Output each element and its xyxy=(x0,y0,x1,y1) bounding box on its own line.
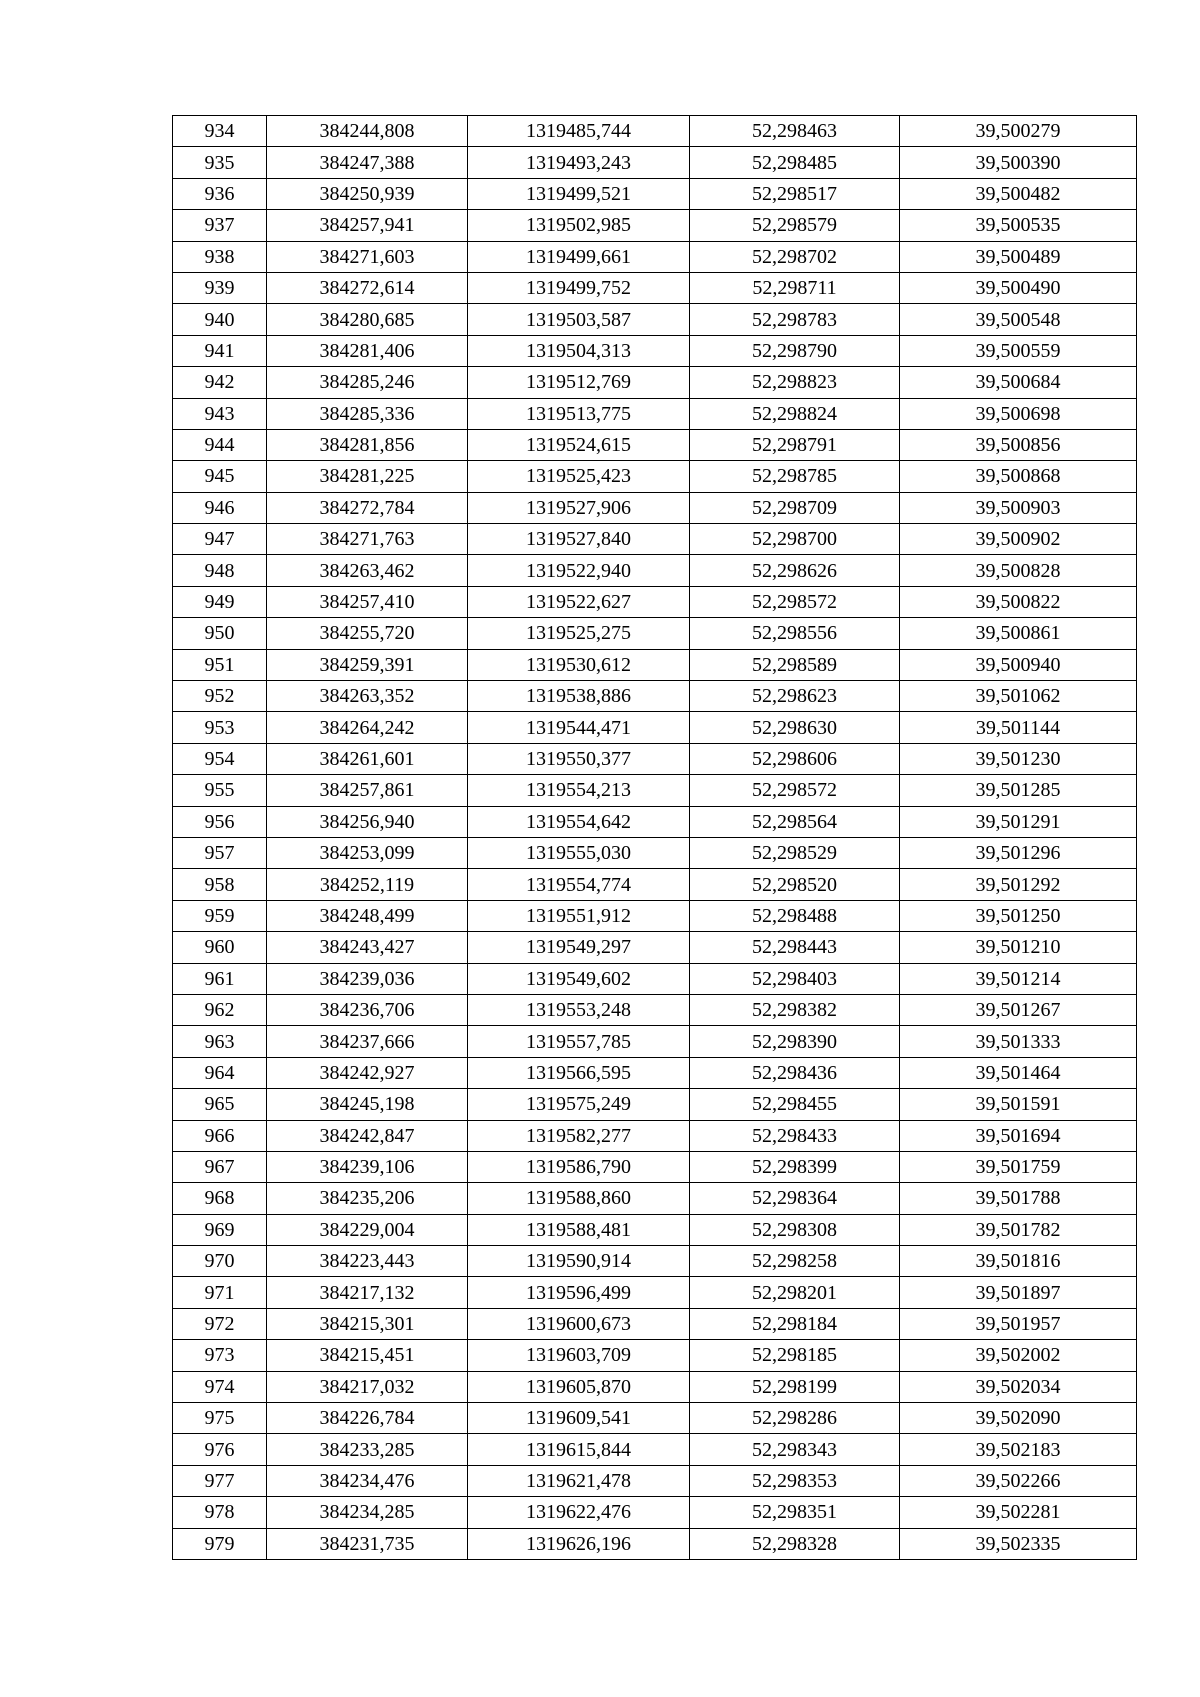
longitude-cell: 39,500559 xyxy=(900,335,1137,366)
point-number-cell: 955 xyxy=(173,775,267,806)
point-number-cell: 964 xyxy=(173,1057,267,1088)
longitude-cell: 39,501333 xyxy=(900,1026,1137,1057)
latitude-cell: 52,298184 xyxy=(690,1308,900,1339)
x-coordinate-cell: 384271,603 xyxy=(267,241,468,272)
longitude-cell: 39,501292 xyxy=(900,869,1137,900)
x-coordinate-cell: 384280,685 xyxy=(267,304,468,335)
table-row xyxy=(173,1183,1137,1214)
point-number-cell: 976 xyxy=(173,1434,267,1465)
longitude-cell: 39,500490 xyxy=(900,272,1137,303)
y-coordinate-cell: 1319493,243 xyxy=(468,147,690,178)
latitude-cell: 52,298463 xyxy=(690,116,900,147)
y-coordinate-cell: 1319513,775 xyxy=(468,398,690,429)
latitude-cell: 52,298328 xyxy=(690,1528,900,1559)
x-coordinate-cell: 384234,285 xyxy=(267,1497,468,1528)
x-coordinate-cell: 384259,391 xyxy=(267,649,468,680)
longitude-cell: 39,500856 xyxy=(900,429,1137,460)
y-coordinate-cell: 1319525,423 xyxy=(468,461,690,492)
point-number-cell: 968 xyxy=(173,1183,267,1214)
latitude-cell: 52,298529 xyxy=(690,837,900,868)
y-coordinate-cell: 1319525,275 xyxy=(468,618,690,649)
coordinates-table xyxy=(172,115,1137,1560)
latitude-cell: 52,298589 xyxy=(690,649,900,680)
x-coordinate-cell: 384271,763 xyxy=(267,524,468,555)
latitude-cell: 52,298709 xyxy=(690,492,900,523)
x-coordinate-cell: 384242,847 xyxy=(267,1120,468,1151)
y-coordinate-cell: 1319522,627 xyxy=(468,586,690,617)
x-coordinate-cell: 384256,940 xyxy=(267,806,468,837)
y-coordinate-cell: 1319626,196 xyxy=(468,1528,690,1559)
point-number-cell: 957 xyxy=(173,837,267,868)
point-number-cell: 978 xyxy=(173,1497,267,1528)
longitude-cell: 39,501897 xyxy=(900,1277,1137,1308)
y-coordinate-cell: 1319605,870 xyxy=(468,1371,690,1402)
longitude-cell: 39,502090 xyxy=(900,1403,1137,1434)
y-coordinate-cell: 1319485,744 xyxy=(468,116,690,147)
latitude-cell: 52,298399 xyxy=(690,1151,900,1182)
y-coordinate-cell: 1319600,673 xyxy=(468,1308,690,1339)
y-coordinate-cell: 1319499,661 xyxy=(468,241,690,272)
latitude-cell: 52,298436 xyxy=(690,1057,900,1088)
y-coordinate-cell: 1319550,377 xyxy=(468,743,690,774)
latitude-cell: 52,298433 xyxy=(690,1120,900,1151)
longitude-cell: 39,500698 xyxy=(900,398,1137,429)
table-row xyxy=(173,681,1137,712)
x-coordinate-cell: 384285,336 xyxy=(267,398,468,429)
latitude-cell: 52,298485 xyxy=(690,147,900,178)
point-number-cell: 940 xyxy=(173,304,267,335)
latitude-cell: 52,298403 xyxy=(690,963,900,994)
point-number-cell: 963 xyxy=(173,1026,267,1057)
x-coordinate-cell: 384234,476 xyxy=(267,1465,468,1496)
y-coordinate-cell: 1319588,481 xyxy=(468,1214,690,1245)
point-number-cell: 966 xyxy=(173,1120,267,1151)
latitude-cell: 52,298556 xyxy=(690,618,900,649)
table-row xyxy=(173,1371,1137,1402)
table-row xyxy=(173,900,1137,931)
x-coordinate-cell: 384239,106 xyxy=(267,1151,468,1182)
longitude-cell: 39,500902 xyxy=(900,524,1137,555)
point-number-cell: 970 xyxy=(173,1246,267,1277)
y-coordinate-cell: 1319557,785 xyxy=(468,1026,690,1057)
y-coordinate-cell: 1319551,912 xyxy=(468,900,690,931)
point-number-cell: 969 xyxy=(173,1214,267,1245)
x-coordinate-cell: 384281,225 xyxy=(267,461,468,492)
longitude-cell: 39,501591 xyxy=(900,1089,1137,1120)
point-number-cell: 953 xyxy=(173,712,267,743)
longitude-cell: 39,500489 xyxy=(900,241,1137,272)
point-number-cell: 962 xyxy=(173,994,267,1025)
table-row xyxy=(173,1151,1137,1182)
x-coordinate-cell: 384239,036 xyxy=(267,963,468,994)
table-row xyxy=(173,1340,1137,1371)
x-coordinate-cell: 384243,427 xyxy=(267,932,468,963)
latitude-cell: 52,298630 xyxy=(690,712,900,743)
latitude-cell: 52,298201 xyxy=(690,1277,900,1308)
longitude-cell: 39,500548 xyxy=(900,304,1137,335)
table-row xyxy=(173,743,1137,774)
point-number-cell: 938 xyxy=(173,241,267,272)
latitude-cell: 52,298351 xyxy=(690,1497,900,1528)
point-number-cell: 939 xyxy=(173,272,267,303)
table-row xyxy=(173,524,1137,555)
table-row xyxy=(173,1026,1137,1057)
latitude-cell: 52,298517 xyxy=(690,178,900,209)
x-coordinate-cell: 384233,285 xyxy=(267,1434,468,1465)
point-number-cell: 937 xyxy=(173,210,267,241)
y-coordinate-cell: 1319554,642 xyxy=(468,806,690,837)
x-coordinate-cell: 384217,132 xyxy=(267,1277,468,1308)
table-row xyxy=(173,1434,1137,1465)
y-coordinate-cell: 1319499,521 xyxy=(468,178,690,209)
table-row xyxy=(173,994,1137,1025)
y-coordinate-cell: 1319538,886 xyxy=(468,681,690,712)
latitude-cell: 52,298455 xyxy=(690,1089,900,1120)
point-number-cell: 947 xyxy=(173,524,267,555)
longitude-cell: 39,501464 xyxy=(900,1057,1137,1088)
y-coordinate-cell: 1319609,541 xyxy=(468,1403,690,1434)
longitude-cell: 39,502281 xyxy=(900,1497,1137,1528)
x-coordinate-cell: 384235,206 xyxy=(267,1183,468,1214)
longitude-cell: 39,500828 xyxy=(900,555,1137,586)
longitude-cell: 39,501267 xyxy=(900,994,1137,1025)
longitude-cell: 39,500390 xyxy=(900,147,1137,178)
y-coordinate-cell: 1319554,213 xyxy=(468,775,690,806)
y-coordinate-cell: 1319553,248 xyxy=(468,994,690,1025)
table-row xyxy=(173,963,1137,994)
longitude-cell: 39,501782 xyxy=(900,1214,1137,1245)
longitude-cell: 39,501144 xyxy=(900,712,1137,743)
y-coordinate-cell: 1319527,840 xyxy=(468,524,690,555)
table-row xyxy=(173,555,1137,586)
point-number-cell: 945 xyxy=(173,461,267,492)
longitude-cell: 39,502002 xyxy=(900,1340,1137,1371)
x-coordinate-cell: 384242,927 xyxy=(267,1057,468,1088)
table-row xyxy=(173,1246,1137,1277)
table-row xyxy=(173,367,1137,398)
y-coordinate-cell: 1319615,844 xyxy=(468,1434,690,1465)
point-number-cell: 950 xyxy=(173,618,267,649)
x-coordinate-cell: 384244,808 xyxy=(267,116,468,147)
y-coordinate-cell: 1319512,769 xyxy=(468,367,690,398)
point-number-cell: 943 xyxy=(173,398,267,429)
table-row xyxy=(173,869,1137,900)
longitude-cell: 39,501694 xyxy=(900,1120,1137,1151)
y-coordinate-cell: 1319502,985 xyxy=(468,210,690,241)
x-coordinate-cell: 384281,856 xyxy=(267,429,468,460)
table-row xyxy=(173,837,1137,868)
x-coordinate-cell: 384257,861 xyxy=(267,775,468,806)
latitude-cell: 52,298343 xyxy=(690,1434,900,1465)
x-coordinate-cell: 384223,443 xyxy=(267,1246,468,1277)
x-coordinate-cell: 384226,784 xyxy=(267,1403,468,1434)
coordinates-table-body xyxy=(173,116,1137,1560)
latitude-cell: 52,298711 xyxy=(690,272,900,303)
point-number-cell: 946 xyxy=(173,492,267,523)
x-coordinate-cell: 384229,004 xyxy=(267,1214,468,1245)
y-coordinate-cell: 1319544,471 xyxy=(468,712,690,743)
latitude-cell: 52,298572 xyxy=(690,586,900,617)
latitude-cell: 52,298364 xyxy=(690,1183,900,1214)
table-row xyxy=(173,429,1137,460)
x-coordinate-cell: 384261,601 xyxy=(267,743,468,774)
longitude-cell: 39,500940 xyxy=(900,649,1137,680)
y-coordinate-cell: 1319554,774 xyxy=(468,869,690,900)
table-row xyxy=(173,1214,1137,1245)
point-number-cell: 977 xyxy=(173,1465,267,1496)
y-coordinate-cell: 1319555,030 xyxy=(468,837,690,868)
latitude-cell: 52,298579 xyxy=(690,210,900,241)
point-number-cell: 944 xyxy=(173,429,267,460)
latitude-cell: 52,298824 xyxy=(690,398,900,429)
y-coordinate-cell: 1319596,499 xyxy=(468,1277,690,1308)
x-coordinate-cell: 384215,301 xyxy=(267,1308,468,1339)
y-coordinate-cell: 1319603,709 xyxy=(468,1340,690,1371)
longitude-cell: 39,501957 xyxy=(900,1308,1137,1339)
point-number-cell: 975 xyxy=(173,1403,267,1434)
longitude-cell: 39,500903 xyxy=(900,492,1137,523)
x-coordinate-cell: 384257,410 xyxy=(267,586,468,617)
table-row xyxy=(173,1465,1137,1496)
latitude-cell: 52,298606 xyxy=(690,743,900,774)
table-row xyxy=(173,1403,1137,1434)
latitude-cell: 52,298790 xyxy=(690,335,900,366)
y-coordinate-cell: 1319522,940 xyxy=(468,555,690,586)
y-coordinate-cell: 1319586,790 xyxy=(468,1151,690,1182)
y-coordinate-cell: 1319549,297 xyxy=(468,932,690,963)
x-coordinate-cell: 384248,499 xyxy=(267,900,468,931)
latitude-cell: 52,298700 xyxy=(690,524,900,555)
table-row xyxy=(173,806,1137,837)
y-coordinate-cell: 1319503,587 xyxy=(468,304,690,335)
longitude-cell: 39,501291 xyxy=(900,806,1137,837)
x-coordinate-cell: 384263,352 xyxy=(267,681,468,712)
point-number-cell: 956 xyxy=(173,806,267,837)
longitude-cell: 39,500482 xyxy=(900,178,1137,209)
longitude-cell: 39,502266 xyxy=(900,1465,1137,1496)
x-coordinate-cell: 384272,614 xyxy=(267,272,468,303)
point-number-cell: 952 xyxy=(173,681,267,712)
longitude-cell: 39,501816 xyxy=(900,1246,1137,1277)
latitude-cell: 52,298783 xyxy=(690,304,900,335)
point-number-cell: 954 xyxy=(173,743,267,774)
x-coordinate-cell: 384247,388 xyxy=(267,147,468,178)
latitude-cell: 52,298390 xyxy=(690,1026,900,1057)
longitude-cell: 39,501788 xyxy=(900,1183,1137,1214)
point-number-cell: 979 xyxy=(173,1528,267,1559)
table-row xyxy=(173,1120,1137,1151)
latitude-cell: 52,298626 xyxy=(690,555,900,586)
y-coordinate-cell: 1319504,313 xyxy=(468,335,690,366)
latitude-cell: 52,298785 xyxy=(690,461,900,492)
point-number-cell: 942 xyxy=(173,367,267,398)
point-number-cell: 960 xyxy=(173,932,267,963)
table-row xyxy=(173,1277,1137,1308)
x-coordinate-cell: 384257,941 xyxy=(267,210,468,241)
longitude-cell: 39,501214 xyxy=(900,963,1137,994)
point-number-cell: 951 xyxy=(173,649,267,680)
point-number-cell: 936 xyxy=(173,178,267,209)
point-number-cell: 967 xyxy=(173,1151,267,1182)
table-row xyxy=(173,1528,1137,1559)
y-coordinate-cell: 1319524,615 xyxy=(468,429,690,460)
longitude-cell: 39,501210 xyxy=(900,932,1137,963)
point-number-cell: 941 xyxy=(173,335,267,366)
longitude-cell: 39,501250 xyxy=(900,900,1137,931)
longitude-cell: 39,501285 xyxy=(900,775,1137,806)
x-coordinate-cell: 384245,198 xyxy=(267,1089,468,1120)
table-row xyxy=(173,1308,1137,1339)
longitude-cell: 39,500868 xyxy=(900,461,1137,492)
y-coordinate-cell: 1319588,860 xyxy=(468,1183,690,1214)
y-coordinate-cell: 1319499,752 xyxy=(468,272,690,303)
longitude-cell: 39,502335 xyxy=(900,1528,1137,1559)
longitude-cell: 39,502183 xyxy=(900,1434,1137,1465)
y-coordinate-cell: 1319621,478 xyxy=(468,1465,690,1496)
x-coordinate-cell: 384253,099 xyxy=(267,837,468,868)
latitude-cell: 52,298443 xyxy=(690,932,900,963)
point-number-cell: 934 xyxy=(173,116,267,147)
table-row xyxy=(173,492,1137,523)
latitude-cell: 52,298791 xyxy=(690,429,900,460)
table-row xyxy=(173,241,1137,272)
x-coordinate-cell: 384263,462 xyxy=(267,555,468,586)
table-row xyxy=(173,775,1137,806)
latitude-cell: 52,298308 xyxy=(690,1214,900,1245)
point-number-cell: 949 xyxy=(173,586,267,617)
latitude-cell: 52,298286 xyxy=(690,1403,900,1434)
table-row xyxy=(173,1057,1137,1088)
longitude-cell: 39,500535 xyxy=(900,210,1137,241)
latitude-cell: 52,298258 xyxy=(690,1246,900,1277)
point-number-cell: 965 xyxy=(173,1089,267,1120)
table-row xyxy=(173,586,1137,617)
x-coordinate-cell: 384285,246 xyxy=(267,367,468,398)
x-coordinate-cell: 384215,451 xyxy=(267,1340,468,1371)
table-row xyxy=(173,398,1137,429)
point-number-cell: 971 xyxy=(173,1277,267,1308)
x-coordinate-cell: 384237,666 xyxy=(267,1026,468,1057)
table-row xyxy=(173,210,1137,241)
table-row xyxy=(173,1089,1137,1120)
table-row xyxy=(173,618,1137,649)
table-row xyxy=(173,335,1137,366)
latitude-cell: 52,298382 xyxy=(690,994,900,1025)
y-coordinate-cell: 1319622,476 xyxy=(468,1497,690,1528)
table-row xyxy=(173,932,1137,963)
y-coordinate-cell: 1319527,906 xyxy=(468,492,690,523)
latitude-cell: 52,298185 xyxy=(690,1340,900,1371)
x-coordinate-cell: 384264,242 xyxy=(267,712,468,743)
table-row xyxy=(173,712,1137,743)
point-number-cell: 972 xyxy=(173,1308,267,1339)
table-row xyxy=(173,178,1137,209)
latitude-cell: 52,298823 xyxy=(690,367,900,398)
latitude-cell: 52,298488 xyxy=(690,900,900,931)
point-number-cell: 959 xyxy=(173,900,267,931)
longitude-cell: 39,501759 xyxy=(900,1151,1137,1182)
latitude-cell: 52,298623 xyxy=(690,681,900,712)
point-number-cell: 974 xyxy=(173,1371,267,1402)
x-coordinate-cell: 384281,406 xyxy=(267,335,468,366)
latitude-cell: 52,298572 xyxy=(690,775,900,806)
table-row xyxy=(173,272,1137,303)
latitude-cell: 52,298564 xyxy=(690,806,900,837)
x-coordinate-cell: 384231,735 xyxy=(267,1528,468,1559)
y-coordinate-cell: 1319530,612 xyxy=(468,649,690,680)
latitude-cell: 52,298702 xyxy=(690,241,900,272)
x-coordinate-cell: 384236,706 xyxy=(267,994,468,1025)
y-coordinate-cell: 1319549,602 xyxy=(468,963,690,994)
longitude-cell: 39,501062 xyxy=(900,681,1137,712)
x-coordinate-cell: 384252,119 xyxy=(267,869,468,900)
longitude-cell: 39,502034 xyxy=(900,1371,1137,1402)
x-coordinate-cell: 384250,939 xyxy=(267,178,468,209)
table-row xyxy=(173,116,1137,147)
point-number-cell: 935 xyxy=(173,147,267,178)
point-number-cell: 973 xyxy=(173,1340,267,1371)
longitude-cell: 39,500861 xyxy=(900,618,1137,649)
table-row xyxy=(173,1497,1137,1528)
table-row xyxy=(173,461,1137,492)
x-coordinate-cell: 384217,032 xyxy=(267,1371,468,1402)
latitude-cell: 52,298353 xyxy=(690,1465,900,1496)
longitude-cell: 39,501296 xyxy=(900,837,1137,868)
y-coordinate-cell: 1319590,914 xyxy=(468,1246,690,1277)
longitude-cell: 39,500822 xyxy=(900,586,1137,617)
point-number-cell: 961 xyxy=(173,963,267,994)
x-coordinate-cell: 384255,720 xyxy=(267,618,468,649)
y-coordinate-cell: 1319575,249 xyxy=(468,1089,690,1120)
table-row xyxy=(173,147,1137,178)
table-row xyxy=(173,649,1137,680)
table-row xyxy=(173,304,1137,335)
latitude-cell: 52,298520 xyxy=(690,869,900,900)
y-coordinate-cell: 1319566,595 xyxy=(468,1057,690,1088)
longitude-cell: 39,501230 xyxy=(900,743,1137,774)
longitude-cell: 39,500684 xyxy=(900,367,1137,398)
longitude-cell: 39,500279 xyxy=(900,116,1137,147)
point-number-cell: 948 xyxy=(173,555,267,586)
y-coordinate-cell: 1319582,277 xyxy=(468,1120,690,1151)
point-number-cell: 958 xyxy=(173,869,267,900)
latitude-cell: 52,298199 xyxy=(690,1371,900,1402)
x-coordinate-cell: 384272,784 xyxy=(267,492,468,523)
